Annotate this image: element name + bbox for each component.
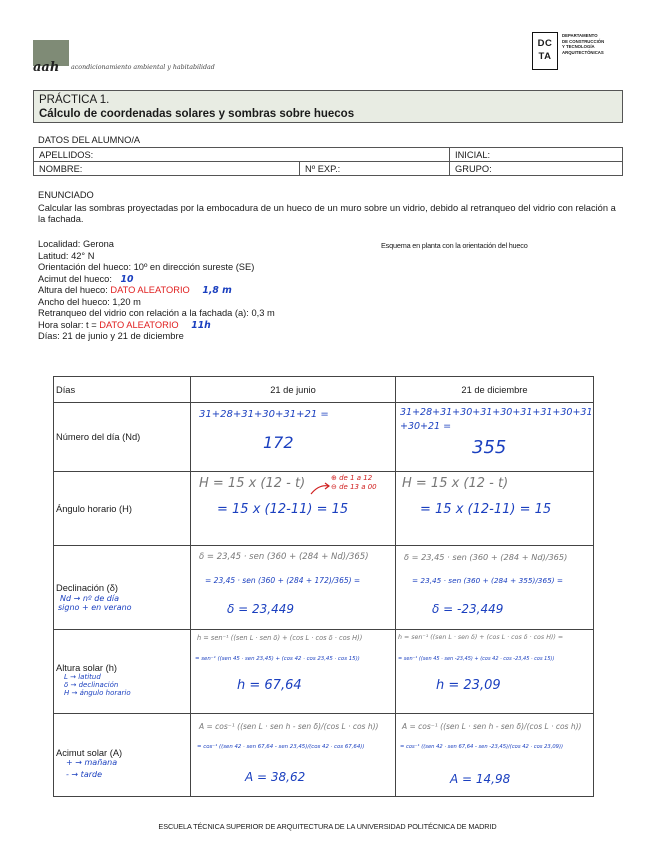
solar-coordinates-table (53, 376, 594, 797)
handwritten-note: H → ángulo horario (64, 688, 131, 697)
hora-random-tag: DATO ALEATORIO (99, 319, 179, 330)
footer: ESCUELA TÉCNICA SUPERIOR DE ARQUITECTURA DE LA UNIVERSIDAD POLITÉCNICA DE MADRID (158, 822, 497, 831)
dept-line: DEPARTAMENTO (562, 33, 598, 38)
row-label: Altura solar (h) (56, 662, 117, 673)
handwritten-formula: A = cos⁻¹ ((sen L · sen h - sen δ)/(cos L · cos h)) (199, 722, 379, 731)
diciembre-cell[interactable] (396, 714, 594, 797)
dcta-logo (532, 32, 632, 72)
param-ancho: Ancho del hueco: 1,20 m (38, 296, 141, 307)
department-name (562, 33, 632, 55)
table-row (54, 714, 594, 797)
handwritten-result: h = 67,64 (237, 678, 302, 693)
handwritten-result: A = 14,98 (450, 772, 511, 786)
practica-header (33, 90, 623, 123)
sign-note-positive: ⊕ de 1 a 12 (331, 474, 373, 482)
param-retranqueo: Retranqueo del vidrio con relación a la fachada (a): 0,3 m (38, 308, 275, 318)
param-orientacion: Orientación del hueco: 10º en dirección sureste (SE) (38, 262, 255, 272)
row-label-cell (54, 546, 191, 630)
red-arrow-icon (309, 482, 331, 496)
handwritten-note: L → latitud (64, 672, 101, 681)
enunciado (38, 190, 618, 226)
handwritten-note: - → tarde (66, 769, 103, 779)
handwritten-result: δ = -23,449 (432, 602, 504, 616)
dcta-line-2: TA (538, 51, 552, 62)
handwritten-formula: H = 15 x (12 - t) (402, 476, 509, 491)
hora-label: Hora solar: t = (38, 319, 97, 330)
row-label: Acimut solar (A) (56, 747, 123, 758)
table-row (54, 472, 594, 546)
grupo-field[interactable]: GRUPO: (450, 162, 623, 176)
junio-cell[interactable] (191, 403, 396, 472)
dcta-line-1: DC (537, 38, 553, 49)
junio-cell[interactable] (191, 472, 396, 546)
practica-number: PRÁCTICA 1. (39, 94, 110, 106)
handwritten-result: δ = 23,449 (227, 602, 295, 616)
handwritten-formula: h = sen⁻¹ ((sen L · sen δ) + (cos L · cos δ · cos H)) = (398, 634, 564, 641)
handwritten-substitution: = cos⁻¹ ((sen 42 · sen 67,64 - sen -23,45)/(cos 42 · cos 23,09)) (400, 744, 564, 750)
practica-title: Cálculo de coordenadas solares y sombras sobre huecos (39, 108, 355, 120)
table-row (54, 630, 594, 714)
dept-line: DE CONSTRUCCIÓN (562, 38, 605, 44)
logo-subtitle: acondicionamiento ambiental y habitabilidad (71, 64, 215, 71)
enunciado-heading: ENUNCIADO (38, 190, 94, 200)
hora-handwritten: 11h (191, 319, 211, 331)
handwritten-formula: δ = 23,45 · sen (360 + (284 + Nd)/365) (199, 552, 369, 562)
esquema-caption: Esquema en planta con la orientación del hueco (381, 241, 528, 250)
enunciado-text: Calcular las sombras proyectadas por la embocadura de un hueco de un muro sobre un vidrio, debido al retranqueo del vidrio con relación a la fachada. (38, 202, 616, 224)
handwritten-formula: δ = 23,45 · sen (360 + (284 + Nd)/365) (404, 552, 568, 562)
handwritten-substitution: = 23,45 · sen (360 + (284 + 355)/365) = (412, 576, 564, 585)
acimut-handwritten: 10 (120, 273, 134, 285)
row-label: Ángulo horario (H) (54, 472, 191, 546)
handwritten-substitution: = sen⁻¹ ((sen 45 · sen 23,45) + (cos 42 · cos 23,45 · cos 15)) (195, 656, 360, 662)
datos-alumno-title: DATOS DEL ALUMNO/A (38, 135, 141, 145)
handwritten-substitution: = 23,45 · sen (360 + (284 + 172)/365) = (205, 576, 361, 585)
handwritten-result: h = 23,09 (436, 678, 501, 693)
junio-cell[interactable] (191, 546, 396, 630)
header-diciembre: 21 de diciembre (396, 377, 594, 403)
aah-logo (33, 40, 273, 76)
handwritten-substitution: = sen⁻¹ ((sen 45 · sen -23,45) + (cos 42 · cos -23,45 · cos 15)) (398, 656, 555, 662)
param-dias: Días: 21 de junio y 21 de diciembre (38, 331, 184, 341)
apellidos-field[interactable]: APELLIDOS: (34, 148, 450, 162)
handwritten-note: δ → declinación (64, 680, 119, 689)
inicial-field[interactable]: INICIAL: (450, 148, 623, 162)
row-label-cell (54, 714, 191, 797)
handwritten-formula: h = sen⁻¹ ((sen L · sen δ) + (cos L · cos δ · cos H)) (197, 634, 363, 642)
logo-aah-text: aah (33, 60, 60, 75)
param-hora (38, 320, 368, 332)
param-altura (38, 285, 368, 297)
handwritten-substitution: = cos⁻¹ ((sen 42 · sen 67,64 - sen 23,45)/(cos 42 · cos 67,64)) (197, 744, 365, 750)
diciembre-cell[interactable] (396, 403, 594, 472)
junio-cell[interactable] (191, 714, 396, 797)
handwritten-note: Nd → nº de día (60, 594, 119, 603)
header-junio: 21 de junio (191, 377, 396, 403)
handwritten-formula: H = 15 x (12 - t) (199, 476, 306, 491)
param-localidad: Localidad: Gerona (38, 239, 114, 249)
handwritten-result: = 15 x (12-11) = 15 (217, 502, 349, 517)
junio-cell[interactable] (191, 630, 396, 714)
acimut-label: Acimut del hueco: (38, 273, 112, 284)
param-latitud: Latitud: 42° N (38, 250, 95, 261)
problem-parameters (38, 239, 368, 343)
param-acimut (38, 274, 368, 286)
handwritten-note: signo + en verano (58, 603, 132, 612)
diciembre-cell[interactable] (396, 630, 594, 714)
header-dias: Días (54, 377, 191, 403)
nombre-field[interactable]: NOMBRE: (34, 162, 300, 176)
handwritten-sum: 31+28+31+30+31+30+31+31+30+31 (400, 407, 593, 418)
handwritten-result: 355 (472, 437, 507, 458)
altura-handwritten: 1,8 m (202, 285, 232, 296)
dept-line: ARQUITECTÓNICAS (562, 49, 604, 55)
handwritten-result: 172 (263, 433, 294, 452)
row-label: Declinación (δ) (56, 583, 119, 593)
altura-random-tag: DATO ALEATORIO (110, 285, 190, 295)
row-label-cell (54, 630, 191, 714)
nexp-field[interactable]: Nº EXP.: (300, 162, 450, 176)
handwritten-formula: A = cos⁻¹ ((sen L · sen h - sen δ)/(cos L · cos h)) (402, 722, 582, 731)
table-row (54, 546, 594, 630)
handwritten-sum: +30+21 = (400, 421, 452, 432)
diciembre-cell[interactable] (396, 546, 594, 630)
student-data-table (33, 147, 623, 176)
row-label: Número del día (Nd) (54, 403, 191, 472)
dcta-box (532, 32, 558, 70)
altura-label: Altura del hueco: (38, 285, 108, 295)
dept-line: Y TECNOLOGÍA (562, 44, 595, 50)
handwritten-result: = 15 x (12-11) = 15 (420, 502, 552, 517)
table-row (54, 403, 594, 472)
sign-note-negative: ⊖ de 13 a 00 (331, 483, 377, 491)
handwritten-note: + → mañana (66, 757, 118, 767)
handwritten-sum: 31+28+31+30+31+21 = (199, 409, 329, 420)
diciembre-cell[interactable] (396, 472, 594, 546)
handwritten-result: A = 38,62 (245, 770, 306, 784)
